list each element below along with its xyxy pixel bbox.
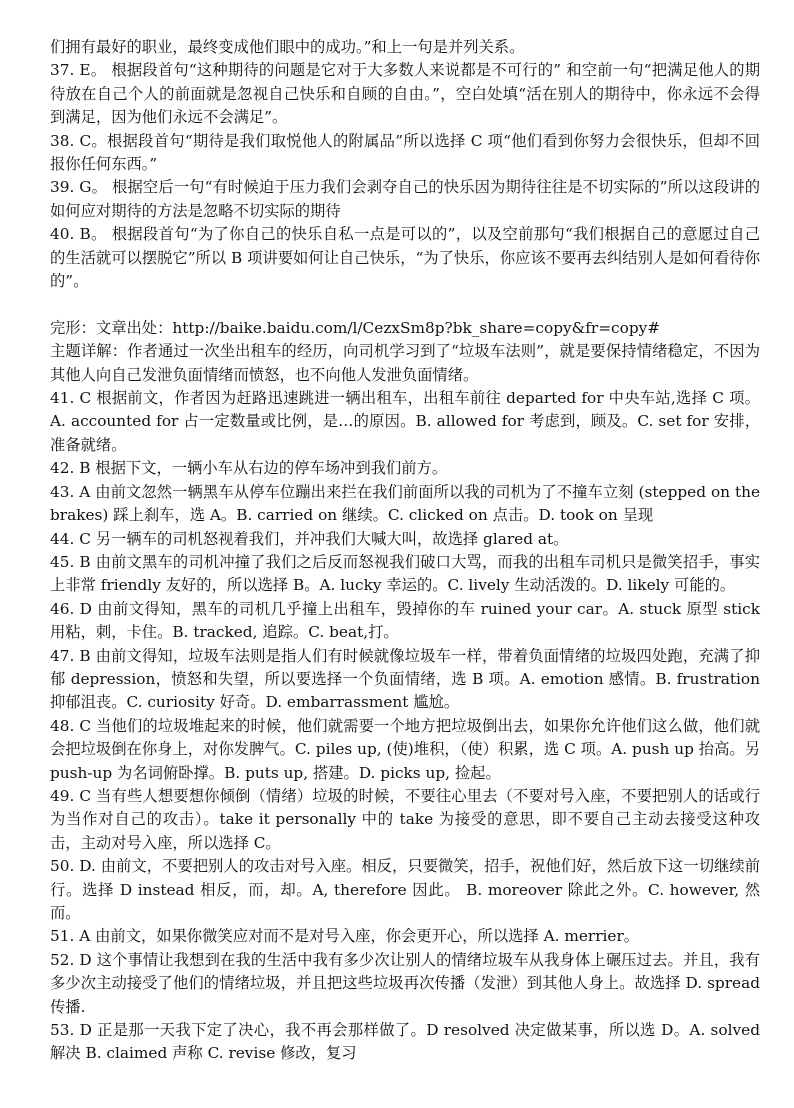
answer-41: 41. C 根据前文，作者因为赶路迅速跳进一辆出租车，出租车前往 departed for 中央车站,选择 C 项。A. accounted for 占一定数量或比例，是…的原因。B. allowed for 考虑到，顾及。C. set for 安排，准备就绪。 <box>50 389 760 454</box>
answer-44: 44. C 另一辆车的司机怒视着我们，并冲我们大喊大叫，故选择 glared at。 <box>50 529 569 548</box>
paragraph-continuation: 们拥有最好的职业，最终变成他们眼中的成功。”和上一句是并列关系。 <box>50 38 525 56</box>
answer-53: 53. D 正是那一天我下定了决心，我不再会那样做了。D resolved 决定做某事，所以选 D。A. solved 解决 B. claimed 声称 C. revise 修改，复习 <box>50 1021 760 1063</box>
document-page <box>50 36 760 1066</box>
answer-50: 50. D. 由前文，不要把别人的攻击对号入座。相反，只要微笑，招手，祝他们好，然后放下这一切继续前行。选择 D instead 相反，而，却。A, therefore 因此。 B. moreover 除此之外。C. however, 然而。 <box>50 857 760 923</box>
answer-51: 51. A 由前文，如果你微笑应对而不是对号入座，你会更开心，所以选择 A. merrier。 <box>50 927 640 946</box>
answer-38: 38. C。根据段首句“期待是我们取悦他人的附属品”所以选择 C 项“他们看到你努力会很快乐，但却不回报你任何东西。” <box>50 131 760 174</box>
answer-40: 40. B。 根据段首句“为了你自己的快乐自私一点是可以的”，以及空前那句“我们根据自己的意愿过自己的生活就可以摆脱它”所以 B 项讲要如何让自己快乐，“为了快乐，你应该不要再去纠结别人是如何看待你的”。 <box>50 225 760 291</box>
section-gap <box>50 293 760 316</box>
answer-46: 46. D 由前文得知，黑车的司机几乎撞上出租车，毁掉你的车 ruined your car。A. stuck 原型 stick 用粘，刺，卡住。B. tracked, 追踪。C. beat,打。 <box>50 599 760 642</box>
answer-49: 49. C 当有些人想要想你倾倒（情绪）垃圾的时候，不要往心里去（不要对号入座，不要把别人的话或行为当作对自己的攻击）。take it personally 中的 take 为接受的意思，即不要自己主动去接受这种攻击，主动对号入座，所以选择 C。 <box>50 786 760 852</box>
answer-42: 42. B 根据下文，一辆小车从右边的停车场冲到我们前方。 <box>50 459 448 478</box>
cloze-source: 完形：文章出处：http://baike.baidu.com/l/CezxSm8p?bk_share=copy&fr=copy# <box>50 318 661 337</box>
answer-52: 52. D 这个事情让我想到在我的生活中我有多少次让别人的情绪垃圾车从我身体上碾压过去。并且，我有多少次主动接受了他们的情绪垃圾，并且把这些垃圾再次传播（发泄）到其他人身上。故选择 D. spread 传播. <box>50 950 760 1016</box>
answer-43: 43. A 由前文忽然一辆黑车从停车位蹦出来拦在我们前面所以我的司机为了不撞车立刻 (stepped on the brakes) 踩上刹车，选 A。B. carried on 继续。C. clicked on 点击。D. took on 呈现 <box>50 482 760 525</box>
answer-37: 37. E。 根据段首句“这种期待的问题是它对于大多数人来说都是不可行的” 和空前一句“把满足他人的期待放在自己个人的前面就是忽视自己快乐和自顾的自由。”，空白处填“活在别人的期待中，你永远不会得到满足，因为他们永远不会满足”。 <box>50 61 760 127</box>
answer-47: 47. B 由前文得知，垃圾车法则是指人们有时候就像垃圾车一样，带着负面情绪的垃圾四处跑，充满了抑郁 depression，愤怒和失望，所以要选择一个负面情绪，选 B 项。A. emotion 感情。B. frustration 抑郁沮丧。C. curiosity 好奇。D. embarrassment 尴尬。 <box>50 646 760 712</box>
answer-39: 39. G。 根据空后一句“有时候迫于压力我们会剥夺自己的快乐因为期待往往是不切实际的”所以这段讲的如何应对期待的方法是忽略不切实际的期待 <box>50 178 760 220</box>
theme-summary: 主题详解：作者通过一次坐出租车的经历，向司机学习到了“垃圾车法则”，就是要保持情绪稳定，不因为其他人向自己发泄负面情绪而愤怒，也不向他人发泄负面情绪。 <box>50 342 760 384</box>
answer-48: 48. C 当他们的垃圾堆起来的时候，他们就需要一个地方把垃圾倒出去，如果你允许他们这么做，他们就会把垃圾倒在你身上，对你发脾气。C. piles up, (使)堆积，（使）积累，选 C 项。A. push up 抬高。另 push-up 为名词俯卧撑。B. puts up, 搭建。D. picks up, 捡起。 <box>50 716 760 782</box>
answer-45: 45. B 由前文黑车的司机冲撞了我们之后反而怒视我们破口大骂，而我的出租车司机只是微笑招手，事实上非常 friendly 友好的，所以选择 B。A. lucky 幸运的。C. lively 生动活泼的。D. likely 可能的。 <box>50 552 760 595</box>
